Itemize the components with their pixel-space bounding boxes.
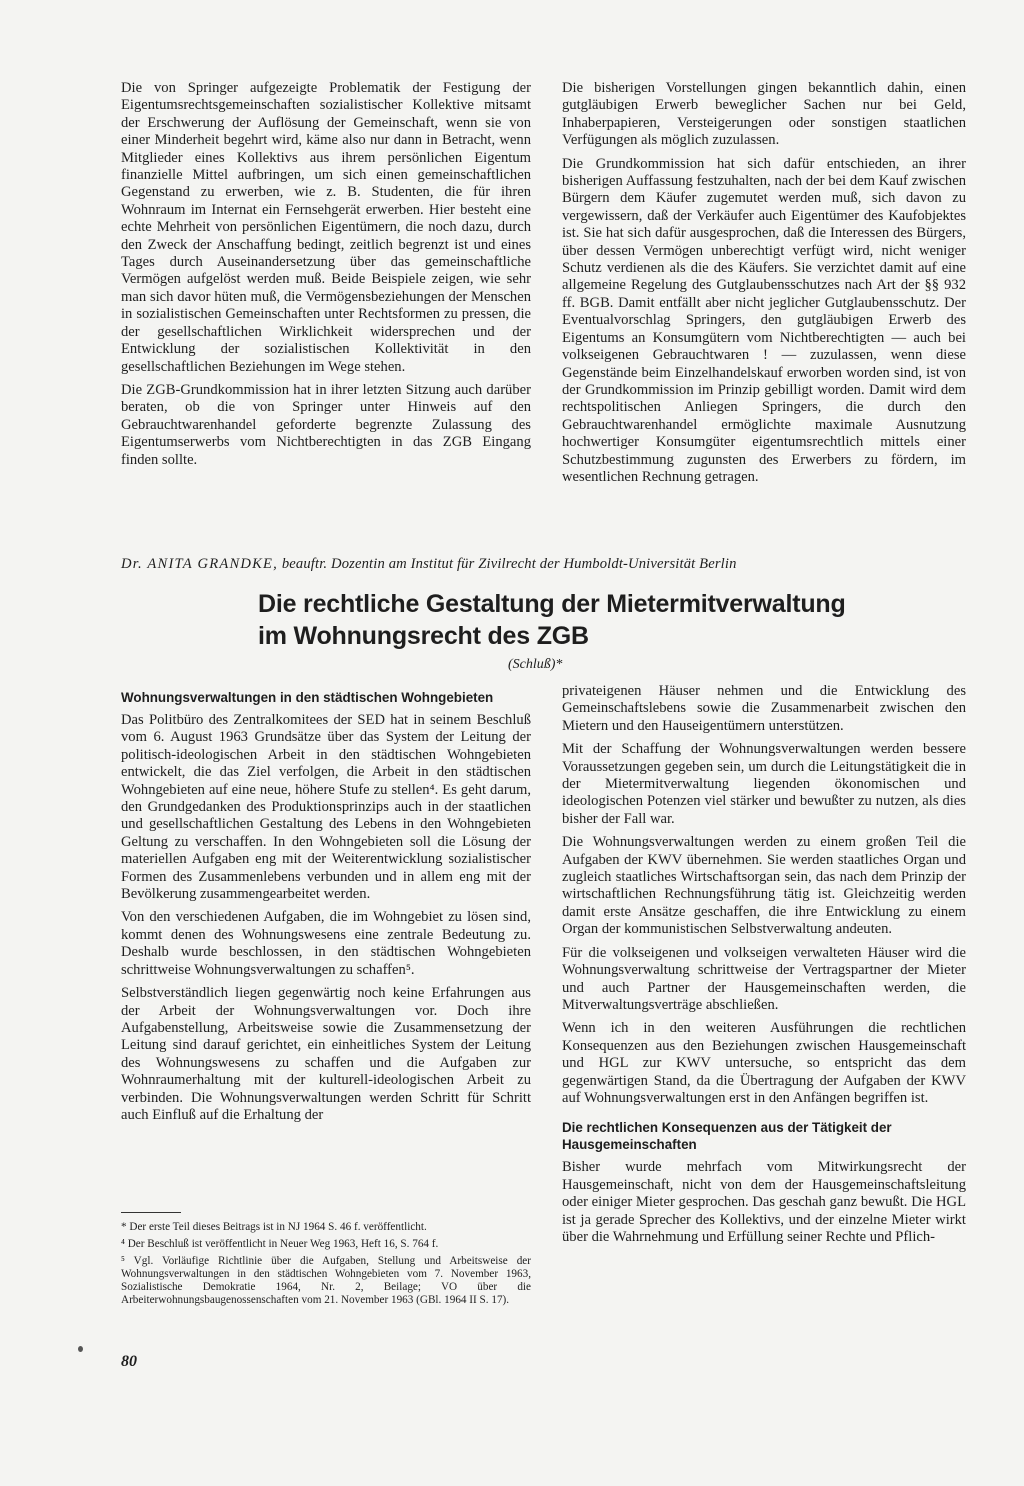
paragraph: Von den verschiedenen Aufgaben, die im Wohngebiet zu lösen sind, kommt denen des Wohnungswesens eine zentrale Bedeutung zu. Deshalb wurde beschlossen, in den städtischen Wohngebieten schrittweise Wohnungsverwaltungen zu schaffen⁵. [121,909,531,978]
footnotes [121,1221,531,1311]
paragraph: Für die volkseigenen und volkseigen verwalteten Häuser wird die Wohnungsverwaltung schrittweise der Vertragspartner der Mieter und auch Partner der Hausgemeinschaften werden, die Mitverwaltungsverträge abschließen. [562,944,966,1013]
column-top-right [562,80,966,487]
paragraph: Die von Springer aufgezeigte Problematik der Festigung der Eigentumsrechtsgemeinschaften sozialistischer Kollektive mitsamt der Erschwerung der Auflösung der Gemeinschaft, wenn sie von einer Minderheit begehrt wird, käme also nur dann in Betracht, wenn Mitglieder eines Kollektivs aus ihrem persönlichen Eigentum finanzielle Mittel aufbringen, um sich einen gemeinschaftlichen Gegenstand zu erwerben, wie z. B. Studenten, die für ihren Wohnraum im Internat ein Fernsehgerät erwerben. Hier besteht eine echte Mehrheit von persönlichen Eigentümern, die noch dazu, durch den Zweck der Anschaffung bedingt, zeitlich begrenzt ist und eines Tages durch Auseinandersetzung über das gemeinschaftliche Vermögen aufgelöst werden muß. Beide Beispiele zeigen, wie sehr man sich davor hüten muß, die Vermögensbeziehungen der Menschen in sozialistischen Gemeinschaften unter Rechtsformen zu pressen, die der gesellschaftlichen Wirklichkeit widersprechen und der Entwicklung der sozialistischen Kollektivität in den gesellschaftlichen Beziehungen im Wege stehen. [121,80,531,375]
article-title-line: im Wohnungsrecht des ZGB [258,622,589,650]
paragraph: Selbstverständlich liegen gegenwärtig noch keine Erfahrungen aus der Arbeit der Wohnungsverwaltungen vor. Doch ihre Aufgabenstellung, Arbeitsweise sowie die Zusammensetzung der Leitung sind darauf gerichtet, ein einheitliches System der Leitung des Wohnungswesens zu schaffen und die Aufgaben zur Wohnraumerhaltung mit der kulturell-ideologischen Arbeit zu verbinden. Die Wohnungsverwaltungen werden Schritt für Schritt auch Einfluß auf die Erhaltung der [121,985,531,1123]
author-affiliation: beauftr. Dozentin am Institut für Zivilrecht der Humboldt-Universität Berlin [278,556,737,572]
ink-spot [78,1346,83,1352]
paragraph: Das Politbüro des Zentralkomitees der SED hat in seinem Beschluß vom 6. August 1963 Grundsätze über das System der Leitung der politisch-ideologischen Arbeit in den städtischen Wohngebieten entwickelt, die das Ziel verfolgen, die Arbeit in den städtischen Wohngebieten auf eine neue, höhere Stufe zu stellen⁴. Es geht darum, den Grundgedanken des Produktionsprinzips auch in der staatlichen und gesellschaftlichen Gestaltung des Lebens in den Wohngebieten Geltung zu verschaffen. In den Wohngebieten soll die Lösung der materiellen Aufgaben eng mit der Weiterentwicklung sozialistischer Formen des Zusammenlebens verbunden und in allem eng mit der Bevölkerung zusammengearbeitet werden. [121,712,531,903]
column-bottom-right [562,683,966,1247]
footnote: ⁵ Vgl. Vorläufige Richtlinie über die Aufgaben, Stellung und Arbeitsweise der Wohnungsverwaltungen in den städtischen Wohngebieten vom 7. November 1963, Sozialistische Demokratie 1964, Nr. 2, Beilage; VO über die Arbeiterwohnungsbaugenossenschaften vom 21. November 1963 (GBl. 1964 II S. 17). [121,1255,531,1306]
author-byline [121,556,966,573]
page-number: 80 [121,1353,137,1370]
article-title-line: Die rechtliche Gestaltung der Mietermitverwaltung [258,590,846,618]
footnote: * Der erste Teil dieses Beitrags ist in NJ 1964 S. 46 f. veröffentlicht. [121,1221,427,1233]
paragraph: Die Wohnungsverwaltungen werden zu einem großen Teil die Aufgaben der KWV übernehmen. Sie werden staatliches Organ und zugleich staatliches Wirtschaftsorgan sein, das nach dem Prinzip der wirtschaftlichen Rechnungsführung tätig ist. Gleichzeitig werden damit erste Ansätze geschaffen, die ihre Entwicklung zu einem Organ der kommunistischen Selbstverwaltung andeuten. [562,834,966,938]
footnote: ⁴ Der Beschluß ist veröffentlicht in Neuer Weg 1963, Heft 16, S. 764 f. [121,1238,439,1250]
article-title [258,588,846,652]
paragraph: Wenn ich in den weiteren Ausführungen die rechtlichen Konsequenzen aus den Beziehungen zwischen Hausgemeinschaft und HGL zur KWV untersuche, so entspricht das dem gegenwärtigen Stand, da die Übertragung der Aufgaben der KWV auf Wohnungsverwaltungen erst in den Anfängen begriffen ist. [562,1020,966,1106]
column-top-left [121,80,531,470]
article-subtitle: (Schluß)* [508,657,563,672]
paragraph: privateigenen Häuser nehmen und die Entwicklung des Gemeinschaftslebens sowie die Zusammenarbeit zwischen den Mietern und den Hauseigentümern unterstützen. [562,683,966,734]
footnote-divider [121,1212,181,1213]
paragraph: Die bisherigen Vorstellungen gingen bekanntlich dahin, einen gutgläubigen Erwerb beweglicher Sachen nur bei Geld, Inhaberpapieren, Versteigerungen oder sonstigen staatlichen Verfügungen als möglich zuzulassen. [562,80,966,149]
section-heading: Wohnungsverwaltungen in den städtischen Wohngebieten [121,690,494,705]
column-bottom-left [121,689,531,1125]
paragraph: Die ZGB-Grundkommission hat in ihrer letzten Sitzung auch darüber beraten, ob die von Springer unter Hinweis auf den Gebrauchtwarenhandel geforderte begrenzte Zulassung des Eigentumserwerbs vom Nichtberechtigten in das ZGB Eingang finden sollte. [121,381,531,468]
paragraph: Die Grundkommission hat sich dafür entschieden, an ihrer bisherigen Auffassung festzuhalten, nach der bei dem Kauf zwischen Bürgern dem Käufer zugemutet werden muß, sich davon zu vergewissern, daß der Verkäufer auch Eigentümer des Kaufobjektes ist. Sie hat sich dafür ausgesprochen, daß die Interessen des Bürgers, über dessen Vermögen unberechtigt verfügt wird, nicht weniger Schutz verdienen als die des Käufers. Sie verzichtet damit auf eine allgemeine Regelung des Gutglaubensschutzes nach Art der §§ 932 ff. BGB. Damit entfällt aber nicht jeglicher Gutglaubensschutz. Der Eventualvorschlag Springers, den gutgläubigen Erwerb des Eigentums an Konsumgütern vom Nichtberechtigten — auch bei volkseigenen Gebrauchtwaren ! — zuzulassen, wenn diese Gegenstände beim Einzelhandelskauf erworben worden sind, ist von der Grundkommission im Prinzip gebilligt worden. Damit wird dem rechtspolitischen Anliegen Springers, die durch den Gebrauchtwarenhandel ermöglichte maximale Ausnutzung hochwertiger Konsumgüter eigentumsrechtlich mittels einer Schutzbestimmung zugunsten des Erwerbers zu fördern, im wesentlichen Rechnung getragen. [562,155,966,485]
paragraph: Mit der Schaffung der Wohnungsverwaltungen werden bessere Voraussetzungen gegeben sein, um durch die Leitungstätigkeit die in der Mietermitverwaltung liegenden ökonomischen und ideologischen Potenzen viel stärker und bewußter zu nutzen, als dies bisher der Fall war. [562,741,966,827]
author-name: Dr. ANITA GRANDKE, [121,556,279,572]
section-heading: Die rechtlichen Konsequenzen aus der Tätigkeit der Hausgemeinschaften [562,1120,892,1153]
paragraph: Bisher wurde mehrfach vom Mitwirkungsrecht der Hausgemeinschaft, nicht von dem der Hausgemeinschaftsleitung oder einiger Mieter gesprochen. Das geschah ganz bewußt. Die HGL ist ja gerade Sprecher des Kollektivs, und der einzelne Mieter wirkt über die Wahrnehmung und Erfüllung seiner Rechte und Pflich- [562,1159,966,1245]
